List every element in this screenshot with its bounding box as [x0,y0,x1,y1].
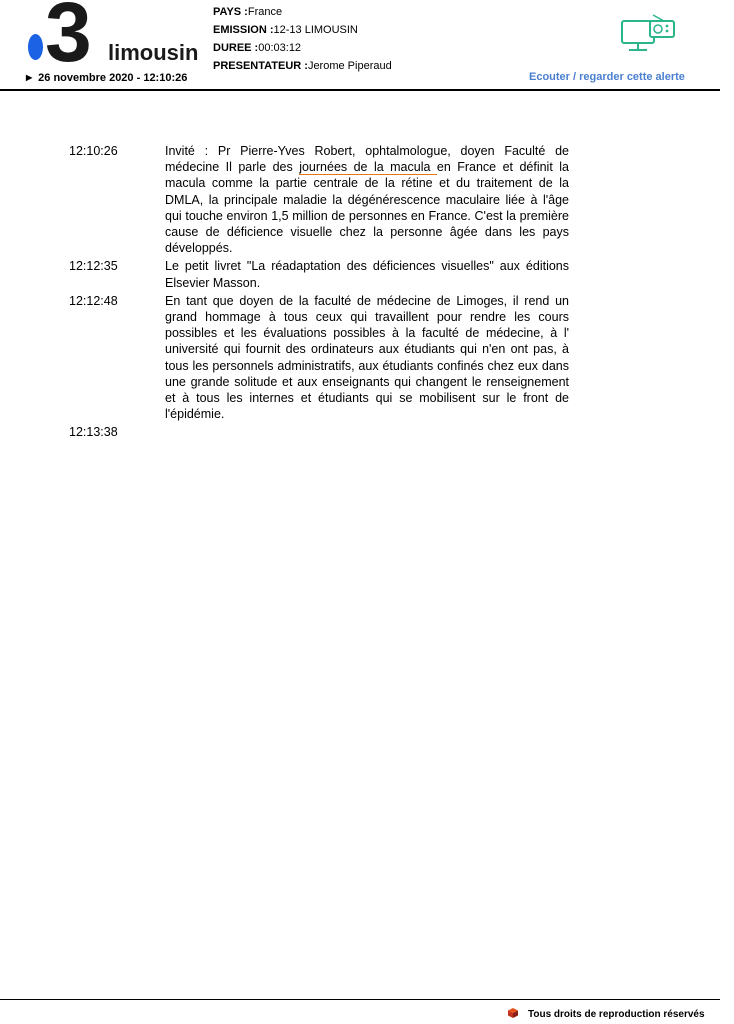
meta-value: France [247,6,283,18]
meta-label: DUREE : [213,42,259,54]
header-divider [0,89,720,91]
transcript-entry [69,293,569,423]
logo-region: limousin [108,40,199,65]
meta-row-presenter [213,57,392,75]
meta-value: 00:03:12 [258,42,302,54]
entry-time: 12:13:38 [69,425,118,440]
entry-text-part: En tant que doyen de la faculté de médecine de Limoges, il rend un grand hommage à tous ceux qui travaillent pour rendre les cours possibles et les évaluations possibles à la faculté de médecine, à l' université qui fournit des ordinateurs aux étudiants qui n'en ont pas, à tous les personnels administratifs, aux étudiants confinés chez eux dans une grande solitude et aux enseignants qui changent le renseignement et à tous les internes et étudiants qui se mobilisent sur le front de l'épidémie. [165,293,569,422]
tv-radio-icon[interactable] [620,12,676,56]
meta-row-country [213,3,392,21]
footer-divider [0,999,720,1000]
meta-value: 12-13 LIMOUSIN [273,24,358,36]
entry-text-part: Invité : Pr Pierre-Yves Robert, ophtalmologue, doyen Faculté de médecine Il parle des [165,144,569,175]
meta-value: Jerome Piperaud [307,60,392,72]
entry-time: 12:12:48 [69,293,118,308]
broadcast-meta [213,3,392,75]
meta-label: EMISSION : [213,24,274,36]
entry-text [165,258,569,290]
broadcast-date [26,72,187,84]
meta-row-program [213,21,392,39]
entry-text [165,424,569,440]
transcript-entry [69,258,569,290]
copyright-text: Tous droits de reproduction réservés [528,1009,705,1020]
transcript-entry [69,143,569,256]
entry-text [165,293,569,423]
date-time-text: 26 novembre 2020 - 12:10:26 [38,72,188,84]
meta-label: PAYS : [213,6,248,18]
entry-text-part: en France et définit la macula comme la partie centrale de la rétine et du traitement de la DMLA, la principale maladie la dégénérescence maculaire liée à l'âge qui touche environ 1,5 million de personnes en France. C'est la première cause de déficience visuelle chez la personne âgée dans les pays développés. [165,160,569,256]
play-arrow-icon: ▶ [26,73,33,82]
entry-time: 12:12:35 [69,259,118,274]
entry-text-part: Le petit livret "La réadaptation des déficiences visuelles" aux éditions Elsevier Masson. [165,259,569,290]
meta-label: PRESENTATEUR : [213,60,308,72]
highlighted-keyword: journées de la macula [299,160,437,175]
transcript-entry [69,424,569,440]
entry-text [165,143,569,256]
logo-dot [28,34,43,60]
cube-icon [508,1008,518,1018]
logo-number: 3 [45,0,90,79]
meta-row-duration [213,39,392,57]
header [0,0,734,90]
listen-watch-link[interactable]: Ecouter / regarder cette alerte [529,71,685,83]
transcript [69,143,569,443]
entry-time: 12:10:26 [69,144,118,158]
footer [508,1008,705,1020]
